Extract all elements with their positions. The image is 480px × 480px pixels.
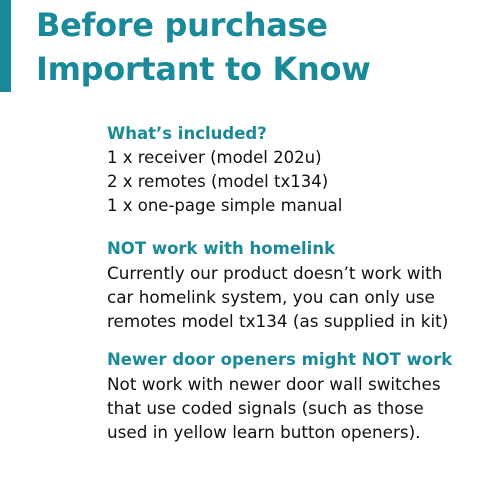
section-line: used in yellow learn button openers). bbox=[107, 422, 421, 442]
section-line: 1 x receiver (model 202u) bbox=[107, 148, 322, 167]
page-heading bbox=[36, 3, 370, 91]
section-line: Currently our product doesn’t work with bbox=[107, 263, 443, 283]
accent-bar bbox=[0, 0, 11, 92]
section-homelink bbox=[107, 237, 472, 333]
heading-line-1: Before purchase bbox=[36, 6, 328, 44]
section-line: 2 x remotes (model tx134) bbox=[107, 172, 329, 191]
section-title: NOT work with homelink bbox=[107, 239, 336, 258]
section-line: 1 x one-page simple manual bbox=[107, 196, 343, 215]
section-title: What’s included? bbox=[107, 124, 267, 143]
heading-line-2: Important to Know bbox=[36, 50, 371, 88]
section-line: that use coded signals (such as those bbox=[107, 398, 424, 418]
section-line: Not work with newer door wall switches bbox=[107, 374, 441, 394]
section-door-openers bbox=[107, 348, 472, 444]
section-line: car homelink system, you can only use bbox=[107, 287, 435, 307]
section-whats-included bbox=[107, 122, 472, 218]
section-line: remotes model tx134 (as supplied in kit) bbox=[107, 311, 449, 331]
section-title: Newer door openers might NOT work bbox=[107, 350, 453, 369]
